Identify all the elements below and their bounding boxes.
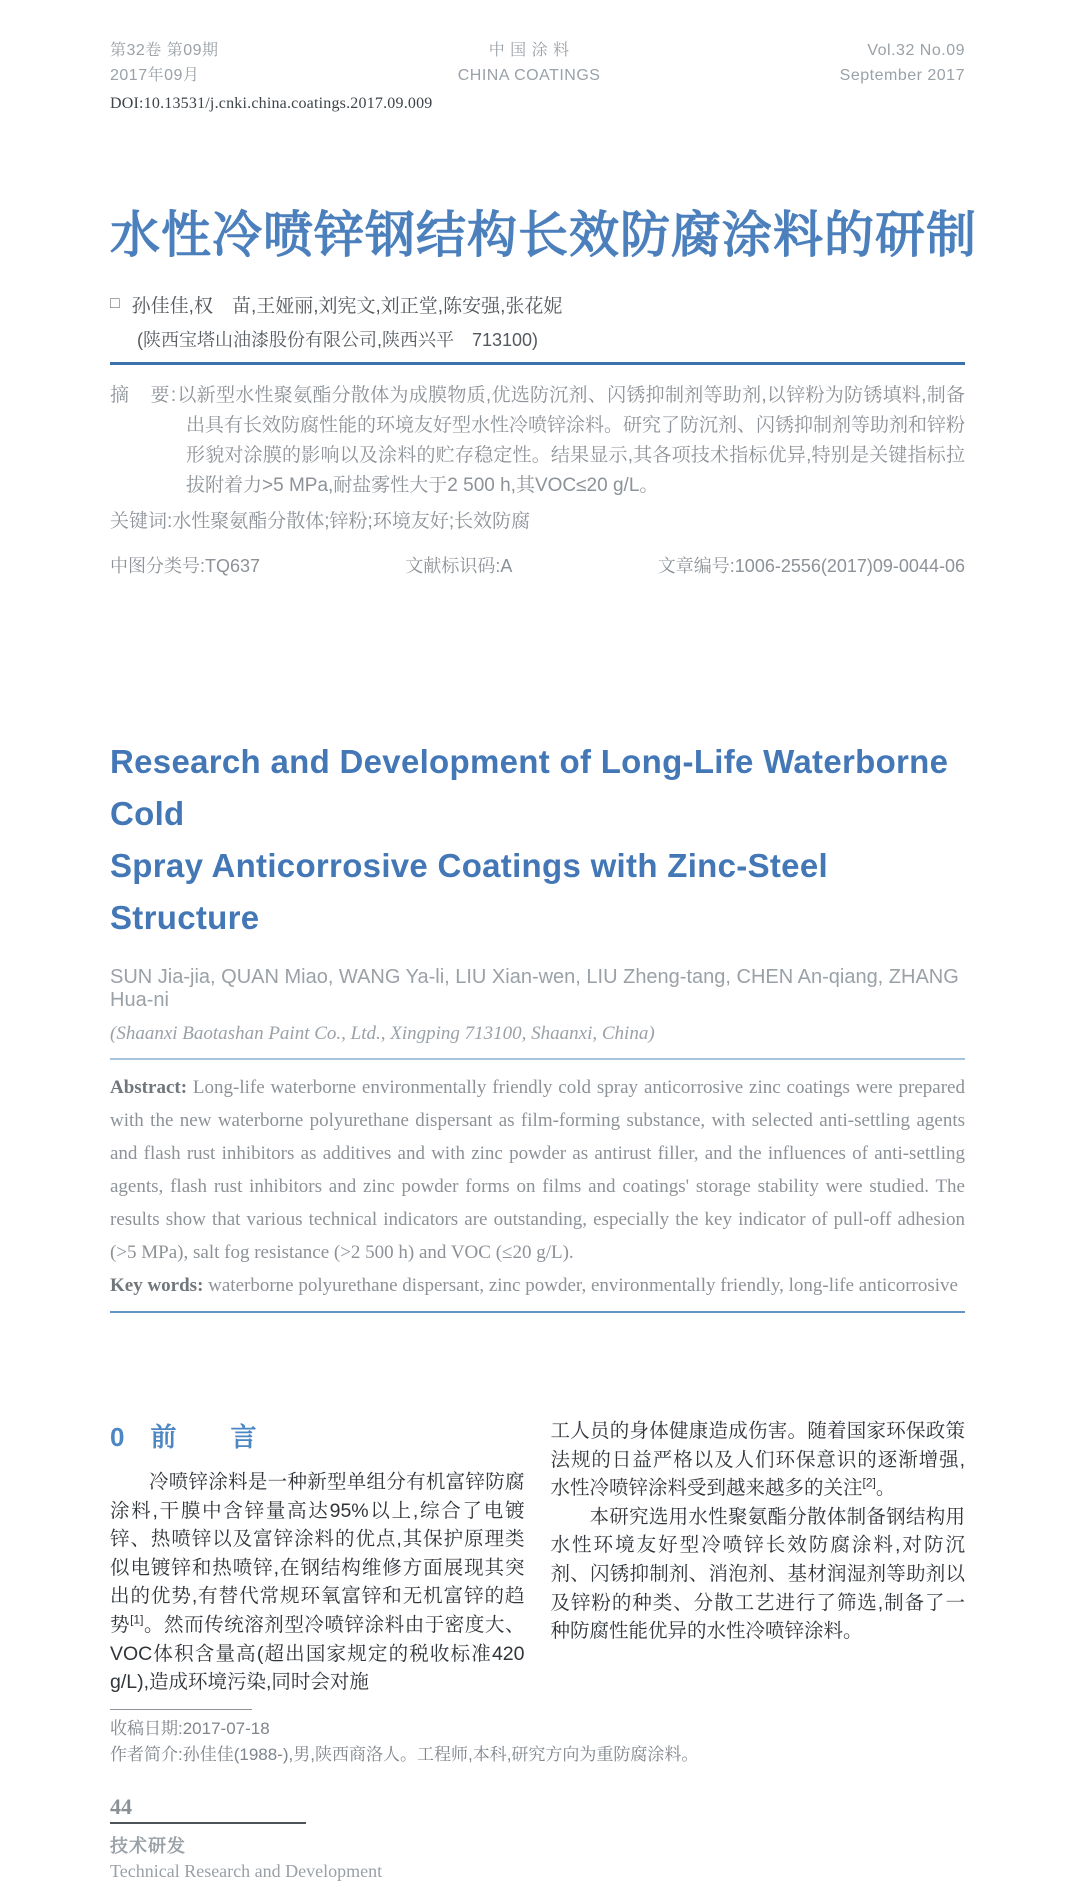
journal-name bbox=[458, 38, 601, 88]
intro-paragraph-1-cont-end: 。 bbox=[875, 1477, 896, 1500]
article-title-cn: 水性冷喷锌钢结构长效防腐涂料的研制 bbox=[110, 207, 977, 263]
abstract-cn-label: 摘 要: bbox=[110, 385, 178, 406]
keywords-cn-label: 关键词: bbox=[110, 511, 173, 532]
page-footer bbox=[110, 1794, 965, 1882]
volume-issue-cn: 第32卷 第09期 bbox=[110, 42, 219, 59]
keywords-cn bbox=[110, 508, 965, 536]
article-title-en-line2: Spray Anticorrosive Coatings with Zinc-Steel Structure bbox=[110, 847, 828, 936]
column-name-en: Technical Research and Development bbox=[110, 1860, 383, 1881]
header-issue-info bbox=[110, 38, 219, 88]
authors-en: SUN Jia-jia, QUAN Miao, WANG Ya-li, LIU Xian-wen, LIU Zheng-tang, CHEN An-qiang, ZHANG Hua-ni bbox=[110, 966, 959, 1011]
section-title: 前 言 bbox=[150, 1422, 271, 1452]
keywords-en-label: Key words: bbox=[110, 1275, 204, 1296]
journal-name-en: CHINA COATINGS bbox=[457, 67, 601, 84]
body-column-right bbox=[551, 1417, 966, 1697]
divider-rule-light bbox=[110, 1058, 965, 1060]
article-title-en-line1: Research and Development of Long-Life Waterborne Cold bbox=[110, 743, 949, 832]
received-date: 收稿日期:2017-07-18 bbox=[110, 1718, 270, 1738]
reference-1-marker: [1] bbox=[130, 1612, 144, 1627]
page-number-rule bbox=[110, 1822, 306, 1824]
abstract-en-label: Abstract: bbox=[110, 1077, 188, 1098]
abstract-cn-text: 以新型水性聚氨酯分散体为成膜物质,优选防沉剂、闪锈抑制剂等助剂,以锌粉为防锈填料,制备出具有长效防腐性能的环境友好型水性冷喷锌涂料。研究了防沉剂、闪锈抑制剂等助剂和锌粉形貌对涂膜的影响以及涂料的贮存稳定性。结果显示,其各项技术指标优异,特别是关键指标拉拔附着力>5 MPa,耐盐雾性大于2 500 h,其VOC≤20 g/L。 bbox=[177, 385, 966, 496]
abstract-cn bbox=[110, 381, 965, 501]
article-title-en bbox=[110, 736, 965, 944]
abstract-en-text: Long-life waterborne environmentally friendly cold spray anticorrosive zinc coatings were prepared with the new waterborne polyurethane dispersant as film-forming substance, with selected anti-settling agents and flash rust inhibitors as additives and with zinc powder as antirust filler, and the influences of anti-settling agents, flash rust inhibitors and zinc powder forms on films and coatings' storage stability were studied. The results show that various technical indicators are outstanding, especially the key indicator of pull-off adhesion (>5 MPa), salt fog resistance (>2 500 h) and VOC (≤20 g/L). bbox=[110, 1077, 965, 1263]
date-cn: 2017年09月 bbox=[110, 67, 200, 84]
keywords-cn-text: 水性聚氨酯分散体;锌粉;环境友好;长效防腐 bbox=[172, 511, 531, 532]
affiliation-en: (Shaanxi Baotashan Paint Co., Ltd., Xingping 713100, Shaanxi, China) bbox=[110, 1023, 655, 1044]
affiliation-cn: (陕西宝塔山油漆股份有限公司,陕西兴平 713100) bbox=[137, 330, 539, 350]
header-issue-info-en bbox=[840, 38, 965, 88]
intro-paragraph-1 bbox=[110, 1468, 525, 1697]
authors-cn-names: 孙佳佳,权 苗,王娅丽,刘宪文,刘正堂,陈安强,张花妮 bbox=[131, 296, 563, 317]
intro-paragraph-2: 本研究选用水性聚氨酯分散体制备钢结构用水性环境友好型冷喷锌长效防腐涂料,对防沉剂、闪锈抑制剂、消泡剂、基材润湿剂等助剂以及锌粉的种类、分散工艺进行了筛选,制备了一种防腐性能优异的水性冷喷锌涂料。 bbox=[550, 1505, 965, 1643]
author-bio: 作者简介:孙佳佳(1988-),男,陕西商洛人。工程师,本科,研究方向为重防腐涂料。 bbox=[110, 1744, 699, 1764]
reference-2-marker: [2] bbox=[862, 1475, 876, 1490]
footnote-block bbox=[110, 1709, 965, 1768]
footnote-rule bbox=[110, 1709, 252, 1710]
divider-rule-mid bbox=[110, 1311, 965, 1313]
author-marker-icon: □ bbox=[110, 294, 120, 312]
date-en: September 2017 bbox=[839, 67, 965, 84]
doi-line: DOI:10.13531/j.cnki.china.coatings.2017.09.009 bbox=[110, 95, 433, 112]
page-number: 44 bbox=[110, 1793, 132, 1819]
article-meta-row bbox=[110, 552, 965, 578]
journal-header bbox=[110, 38, 965, 88]
column-name-cn: 技术研发 bbox=[110, 1835, 186, 1856]
authors-cn bbox=[110, 291, 965, 318]
journal-name-cn: 中 国 涂 料 bbox=[488, 42, 570, 59]
section-number: 0 bbox=[110, 1422, 125, 1452]
intro-paragraph-1-continued bbox=[551, 1417, 966, 1503]
abstract-en bbox=[110, 1071, 965, 1269]
body-two-columns bbox=[110, 1417, 965, 1697]
keywords-en-text: waterborne polyurethane dispersant, zinc powder, environmentally friendly, long-life anticorrosive bbox=[203, 1275, 958, 1296]
article-id: 文章编号:1006-2556(2017)09-0044-06 bbox=[657, 556, 965, 576]
intro-paragraph-1-text-cont: 。然而传统溶剂型冷喷锌涂料由于密度大、VOC体积含量高(超出国家规定的税收标准420 g/L),造成环境污染,同时会对施 bbox=[110, 1613, 525, 1694]
clc-number: 中图分类号:TQ637 bbox=[110, 556, 261, 576]
divider-rule-dark bbox=[110, 362, 965, 365]
intro-paragraph-1-cont-text: 工人员的身体健康造成伤害。随着国家环保政策法规的日益严格以及人们环保意识的逐渐增强,水性冷喷锌涂料受到越来越多的关注 bbox=[550, 1420, 965, 1500]
body-column-left bbox=[110, 1417, 525, 1697]
document-code: 文献标识码:A bbox=[405, 556, 513, 576]
keywords-en bbox=[110, 1269, 965, 1302]
volume-issue-en: Vol.32 No.09 bbox=[867, 42, 965, 59]
section-heading-intro bbox=[110, 1417, 525, 1454]
intro-paragraph-1-text: 冷喷锌涂料是一种新型单组分有机富锌防腐涂料,干膜中含锌量高达95%以上,综合了电镀锌、热喷锌以及富锌涂料的优点,其保护原理类似电镀锌和热喷锌,在钢结构维修方面展现其突出的优势,有替代常规环氧富锌和无机富锌的趋势 bbox=[110, 1471, 525, 1636]
